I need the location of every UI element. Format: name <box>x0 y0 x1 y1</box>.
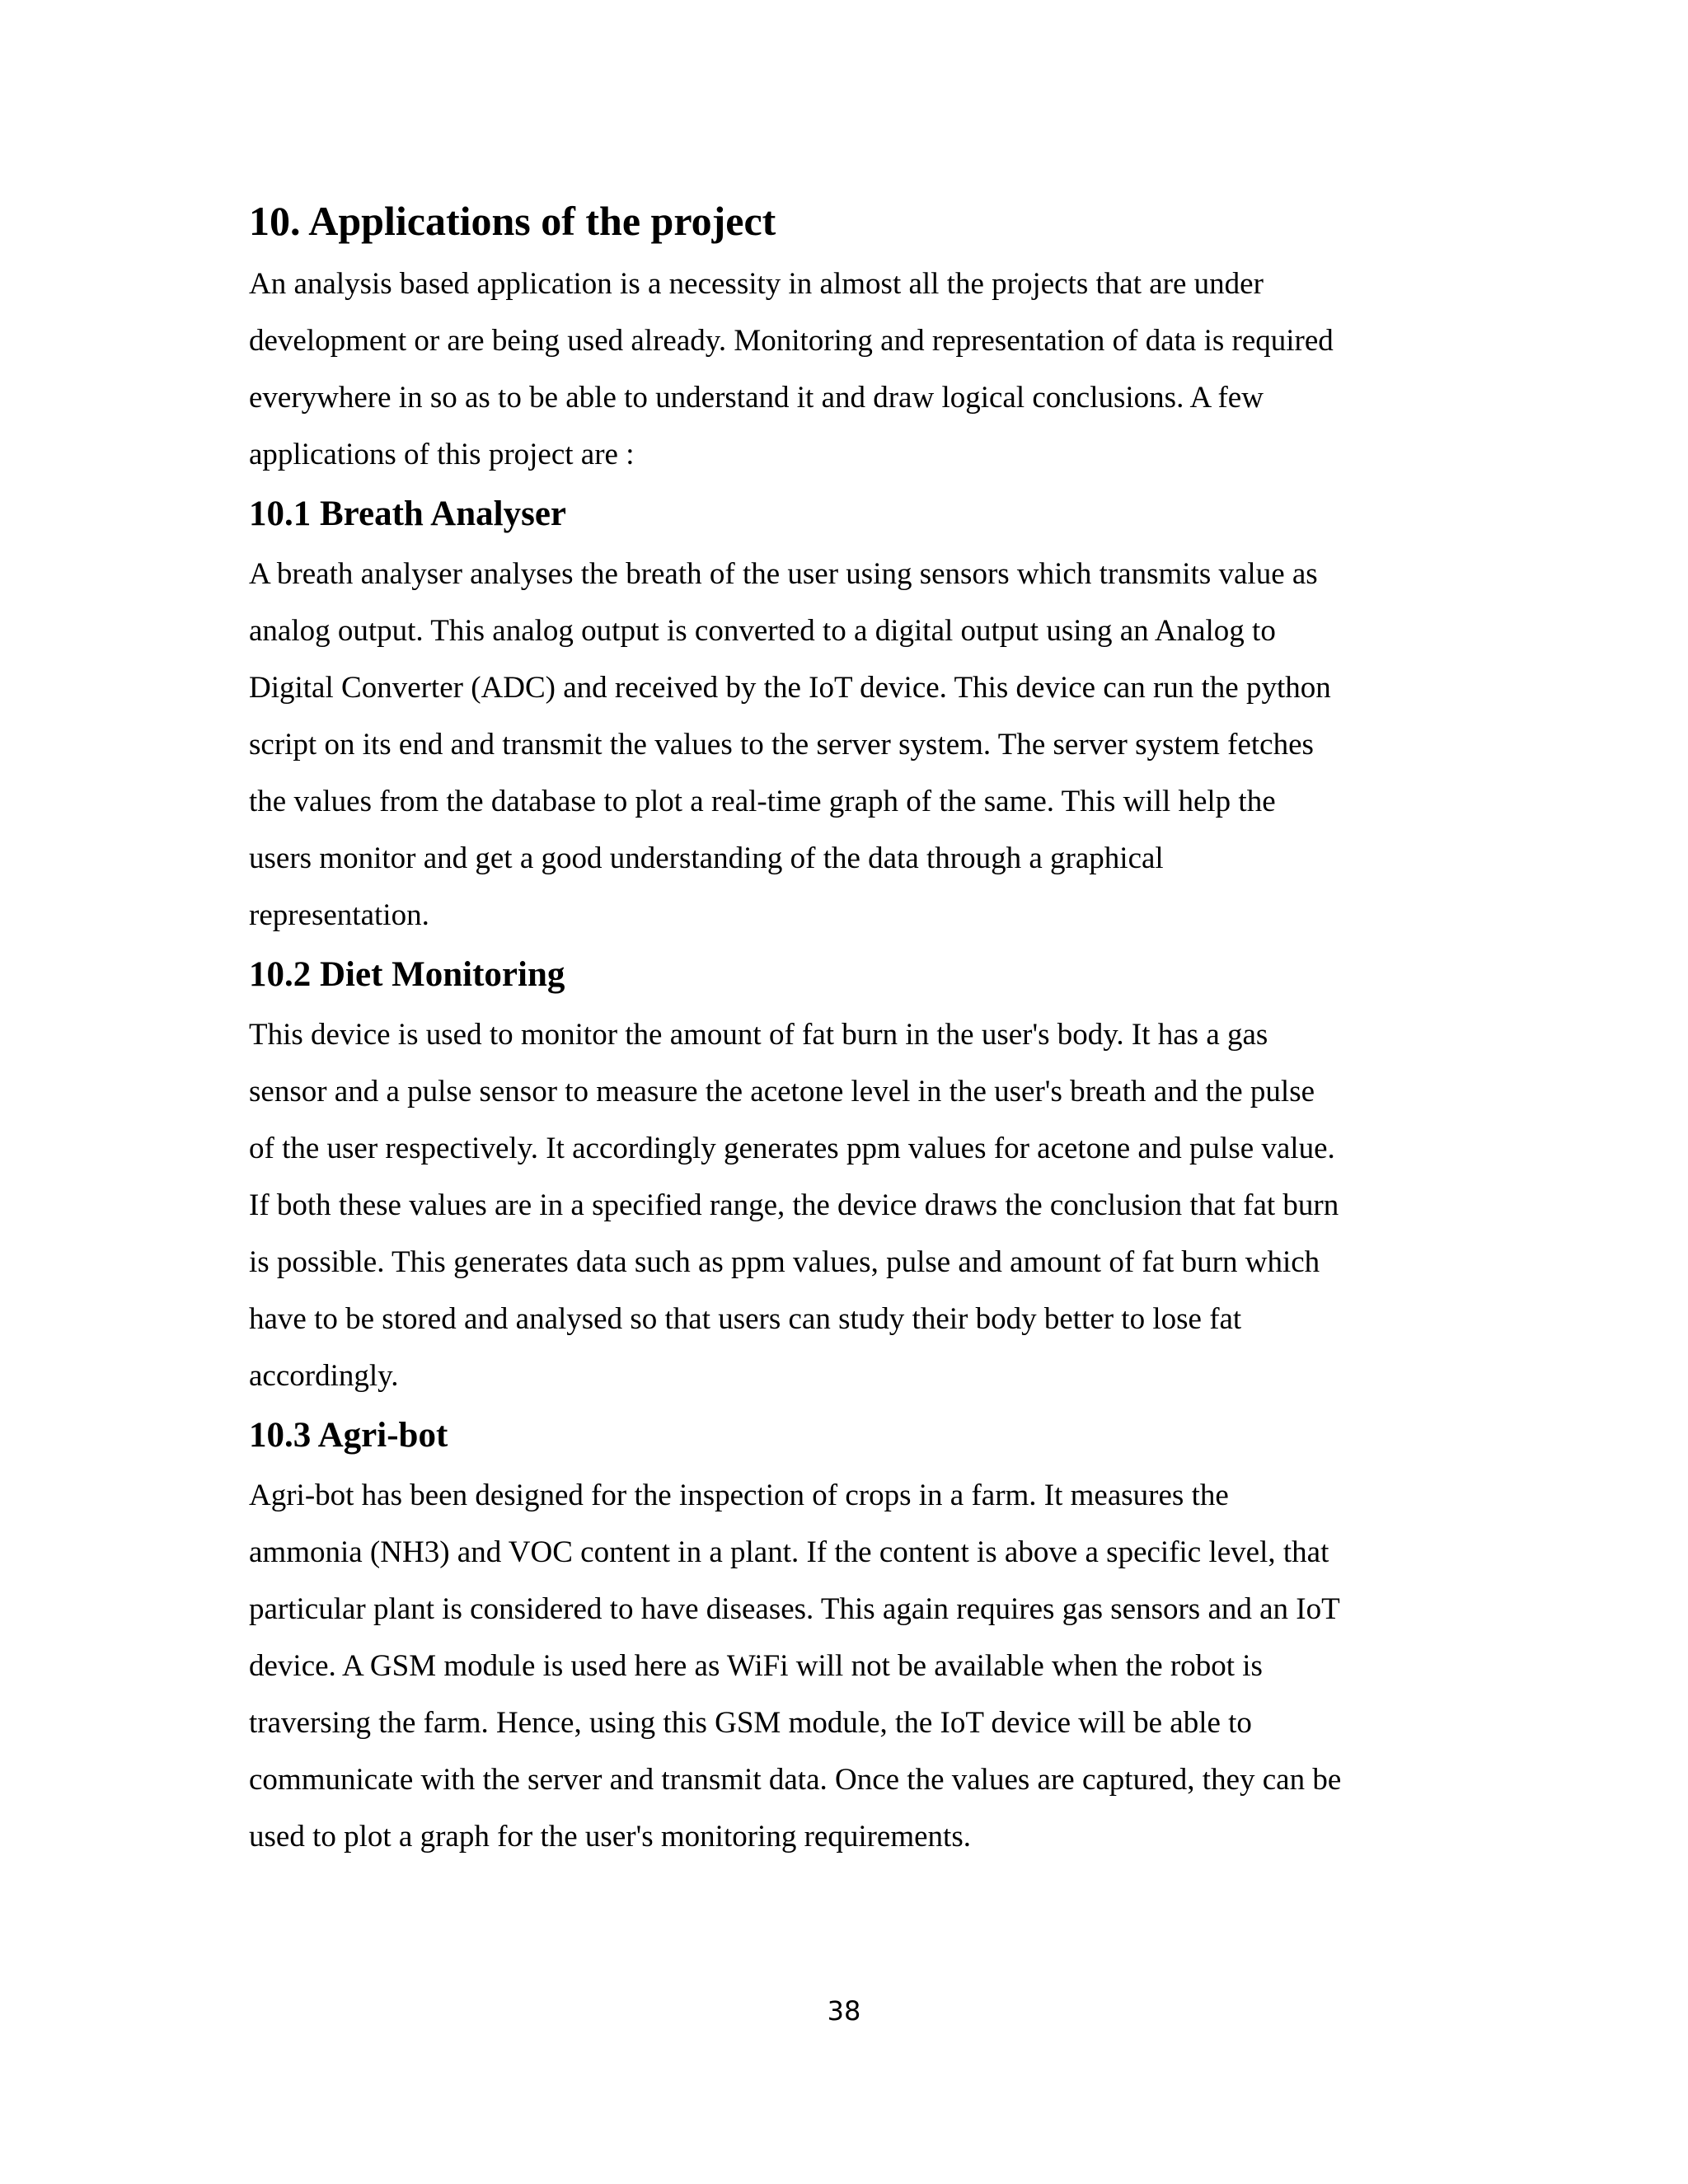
paragraph-line: An analysis based application is a necessity in almost all the projects that are under <box>249 267 1264 301</box>
breath-analyser-paragraph <box>249 546 1444 944</box>
page-content <box>249 191 1444 1865</box>
paragraph-line: have to be stored and analysed so that users can study their body better to lose fat <box>249 1302 1242 1336</box>
section-title: 10. Applications of the project <box>249 198 776 244</box>
paragraph-line: Digital Converter (ADC) and received by the IoT device. This device can run the python <box>249 671 1331 705</box>
paragraph-line: If both these values are in a specified range, the device draws the conclusion that fat burn <box>249 1188 1339 1222</box>
paragraph-line: device. A GSM module is used here as WiFi will not be available when the robot is <box>249 1649 1263 1683</box>
paragraph-line: particular plant is considered to have diseases. This again requires gas sensors and an IoT <box>249 1592 1340 1626</box>
paragraph-line: the values from the database to plot a real-time graph of the same. This will help the <box>249 785 1276 818</box>
paragraph-line: traversing the farm. Hence, using this GSM module, the IoT device will be able to <box>249 1706 1252 1740</box>
paragraph-line: Agri-bot has been designed for the inspection of crops in a farm. It measures the <box>249 1479 1229 1512</box>
subsection-title-diet-monitoring: 10.2 Diet Monitoring <box>249 955 565 994</box>
paragraph-line: accordingly. <box>249 1359 399 1393</box>
diet-monitoring-paragraph <box>249 1006 1444 1404</box>
paragraph-line: representation. <box>249 898 429 932</box>
paragraph-line: This device is used to monitor the amount of fat burn in the user's body. It has a gas <box>249 1018 1268 1052</box>
subsection-title-breath-analyser: 10.1 Breath Analyser <box>249 494 567 533</box>
paragraph-line: used to plot a graph for the user's monitoring requirements. <box>249 1820 971 1854</box>
paragraph-line: development or are being used already. Monitoring and representation of data is required <box>249 324 1334 358</box>
subsection-title-agri-bot: 10.3 Agri-bot <box>249 1416 448 1455</box>
paragraph-line: everywhere in so as to be able to understand it and draw logical conclusions. A few <box>249 381 1264 415</box>
paragraph-line: script on its end and transmit the values to the server system. The server system fetches <box>249 728 1314 762</box>
page-number: 38 <box>827 1995 861 2027</box>
paragraph-line: users monitor and get a good understanding of the data through a graphical <box>249 841 1164 875</box>
paragraph-line: communicate with the server and transmit data. Once the values are captured, they can be <box>249 1763 1342 1797</box>
paragraph-line: applications of this project are : <box>249 438 635 471</box>
paragraph-line: analog output. This analog output is converted to a digital output using an Analog to <box>249 614 1276 648</box>
agri-bot-paragraph <box>249 1467 1444 1865</box>
paragraph-line: A breath analyser analyses the breath of the user using sensors which transmits value as <box>249 557 1318 591</box>
paragraph-line: sensor and a pulse sensor to measure the acetone level in the user's breath and the pulse <box>249 1075 1315 1108</box>
intro-paragraph <box>249 255 1444 483</box>
paragraph-line: is possible. This generates data such as ppm values, pulse and amount of fat burn which <box>249 1245 1320 1279</box>
paragraph-line: ammonia (NH3) and VOC content in a plant. If the content is above a specific level, that <box>249 1535 1329 1569</box>
paragraph-line: of the user respectively. It accordingly generates ppm values for acetone and pulse value. <box>249 1132 1335 1165</box>
